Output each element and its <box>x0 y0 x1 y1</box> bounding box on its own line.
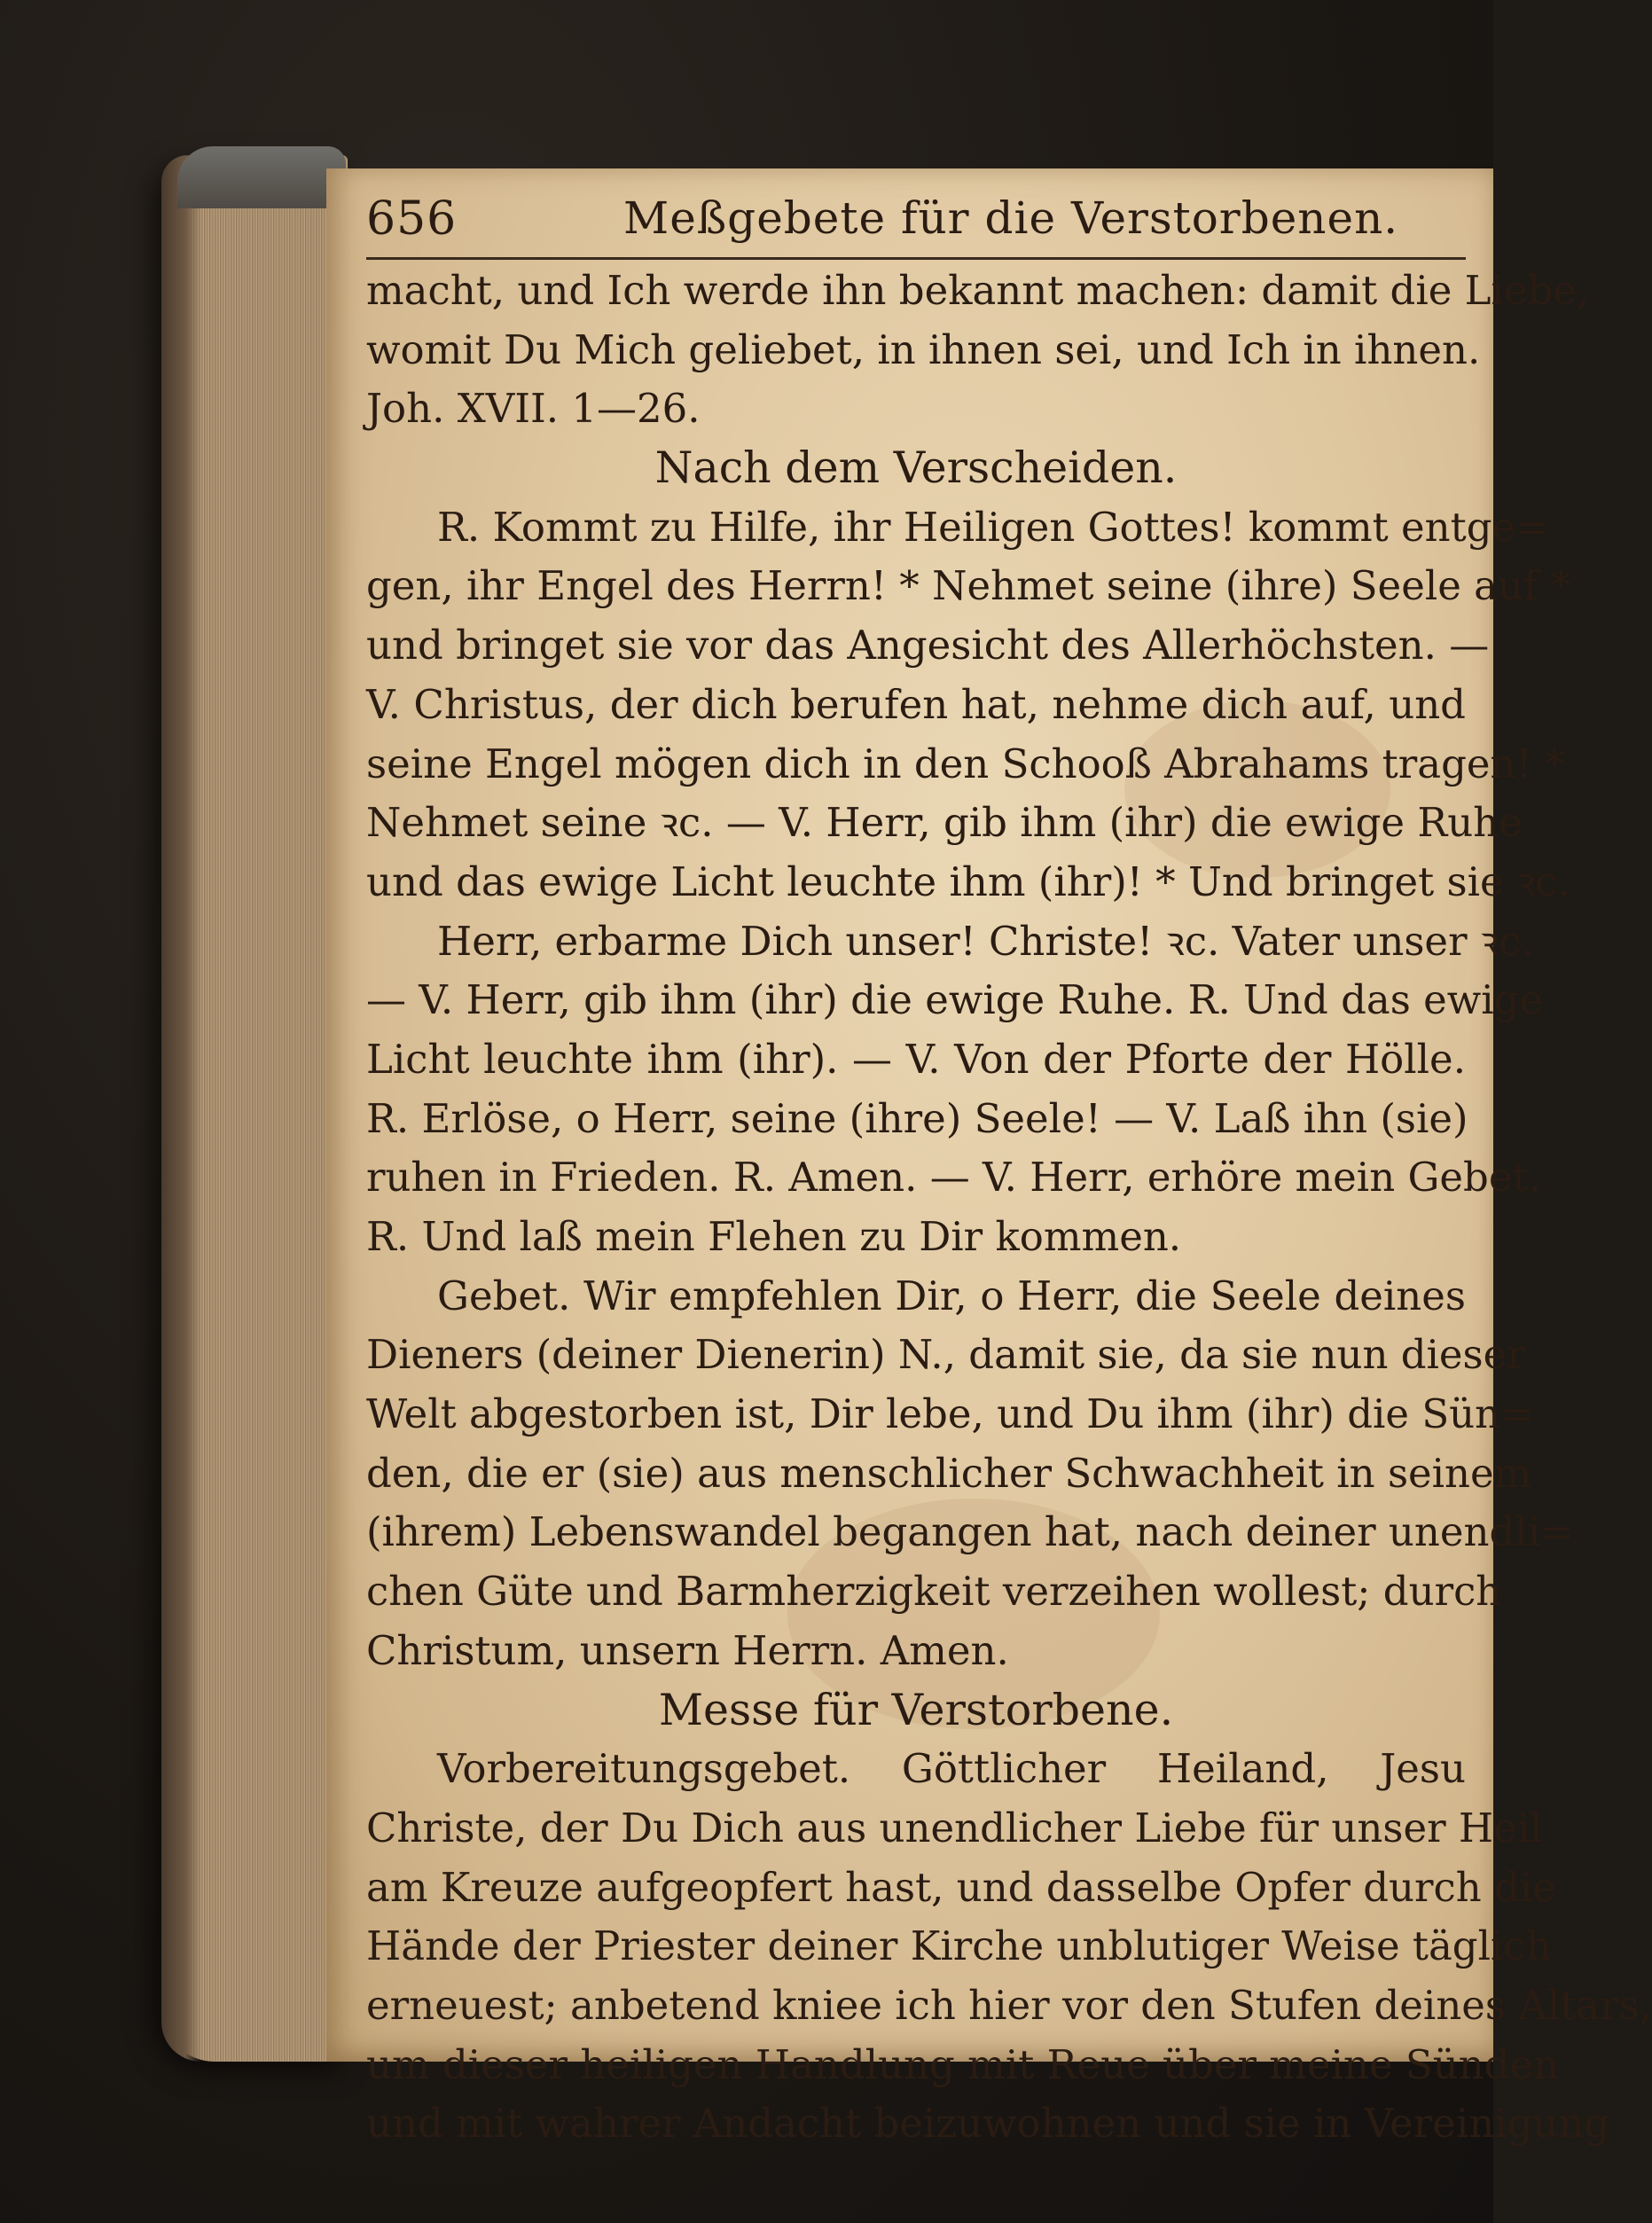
book-page-edges <box>161 155 348 2062</box>
book-cover-corner <box>177 146 346 208</box>
text-line: Hände der Priester deiner Kirche unblutiger Weise täglich <box>366 1922 1552 1970</box>
text-line: Christe, der Du Dich aus unendlicher Liebe für unser Heil <box>366 1804 1543 1851</box>
header-rule <box>366 257 1466 260</box>
text-line: macht, und Ich werde ihn bekannt machen: damit die Liebe, <box>366 267 1590 314</box>
text-line: — V. Herr, gib ihm (ihr) die ewige Ruhe. R. Und das ewige <box>366 976 1544 1024</box>
text-line: womit Du Mich geliebet, in ihnen sei, und Ich in ihnen. <box>366 325 1481 373</box>
text-line: R. Erlöse, o Herr, seine (ihre) Seele! — V. Laß ihn (sie) <box>366 1094 1468 1142</box>
text-line: Christum, unsern Herrn. Amen. <box>366 1626 1009 1674</box>
book-page <box>326 168 1652 2148</box>
text-line: und bringet sie vor das Angesicht des Allerhöchsten. — <box>366 622 1490 669</box>
text-line: gen, ihr Engel des Herrn! * Nehmet seine (ihre) Seele auf * <box>366 562 1571 610</box>
text-line: (ihrem) Lebenswandel begangen hat, nach deiner unendli= <box>366 1508 1574 1556</box>
text-line: Dieners (deiner Dienerin) N., damit sie, da sie nun dieser <box>366 1331 1526 1379</box>
text-line: seine Engel mögen dich in den Schooß Abrahams tragen! * <box>366 740 1565 787</box>
page-header <box>366 182 1466 262</box>
text-line: Herr, erbarme Dich unser! Christe! ꝛc. Vater unser ꝛc. <box>437 917 1534 965</box>
text-line: Welt abgestorben ist, Dir lebe, und Du ihm (ihr) die Sün= <box>366 1390 1534 1438</box>
text-line: Gebet. Wir empfehlen Dir, o Herr, die Seele deines <box>437 1272 1466 1319</box>
text-line: erneuest; anbetend kniee ich hier vor den Stufen deines Altars, <box>366 1981 1652 2029</box>
text-line: Vorbereitungsgebet. Göttlicher Heiland, Jesu <box>437 1745 1466 1793</box>
text-line: R. Kommt zu Hilfe, ihr Heiligen Gottes! kommt entge= <box>437 503 1549 551</box>
text-line: chen Güte und Barmherzigkeit verzeihen wollest; durch <box>366 1568 1502 1616</box>
text-line: und mit wahrer Andacht beizuwohnen und sie in Vereinigung <box>366 2100 1610 2148</box>
page-number: 656 <box>366 192 458 246</box>
text-line: R. Und laß mein Flehen zu Dir kommen. <box>366 1213 1182 1260</box>
page-content <box>366 182 1652 2154</box>
text-line: Nehmet seine ꝛc. — V. Herr, gib ihm (ihr) die ewige Ruhe <box>366 799 1523 847</box>
text-line: und das ewige Licht leuchte ihm (ihr)! * Und bringet sie ꝛc. <box>366 857 1570 905</box>
text-line: Licht leuchte ihm (ihr). — V. Von der Pforte der Hölle. <box>366 1035 1466 1083</box>
text-line: am Kreuze aufgeopfert hast, und dasselbe Opfer durch die <box>366 1863 1556 1911</box>
running-title: Meßgebete für die Verstorbenen. <box>623 192 1399 244</box>
text-line: V. Christus, der dich berufen hat, nehme dich auf, und <box>366 680 1466 728</box>
text-line: Joh. XVII. 1—26. <box>366 385 701 433</box>
section-heading: Nach dem Verscheiden. <box>654 442 1178 494</box>
text-line: ruhen in Frieden. R. Amen. — V. Herr, erhöre mein Gebet. <box>366 1154 1541 1202</box>
body-text <box>366 262 1652 2154</box>
text-line: den, die er (sie) aus menschlicher Schwachheit in seinem <box>366 1449 1532 1497</box>
section-heading: Messe für Verstorbene. <box>658 1684 1174 1735</box>
text-line: um dieser heiligen Handlung mit Reue über meine Sünden <box>366 2040 1560 2088</box>
